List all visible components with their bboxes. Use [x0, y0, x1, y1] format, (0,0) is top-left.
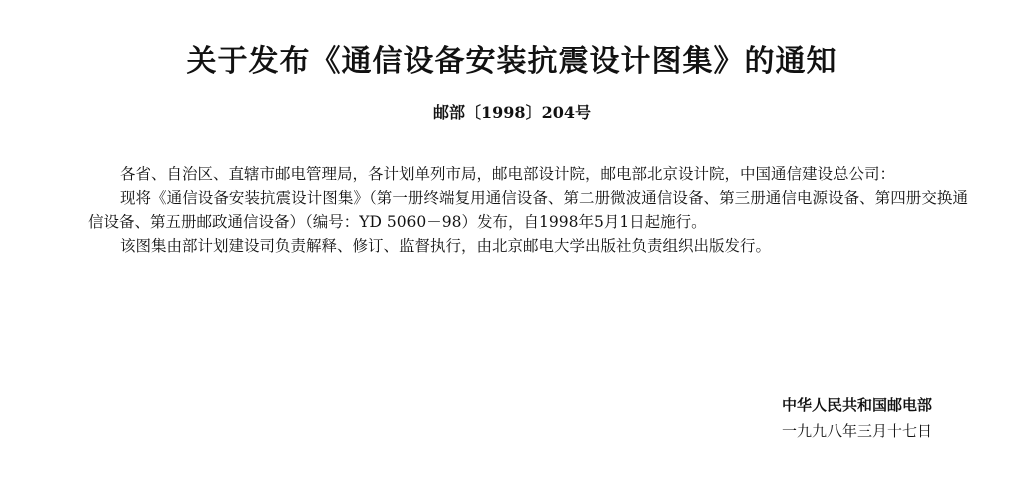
responsibility-paragraph: 该图集由部计划建设司负责解释、修订、监督执行，由北京邮电大学出版社负责组织出版发行。: [120, 237, 772, 255]
signature-block: [782, 392, 932, 444]
document-number: 邮部〔1998〕204号: [433, 103, 591, 122]
document-body: [88, 162, 968, 258]
salutation-paragraph: 各省、自治区、直辖市邮电管理局，各计划单列市局，邮电部设计院，邮电部北京设计院，中国通信建设总公司：: [120, 165, 896, 183]
issuing-organization: 中华人民共和国邮电部: [782, 396, 933, 414]
document-title: 关于发布《通信设备安装抗震设计图集》的通知: [186, 44, 838, 79]
issue-date: 一九九八年三月十七日: [782, 422, 933, 440]
release-paragraph: 现将《通信设备安装抗震设计图集》（第一册终端复用通信设备、第二册微波通信设备、第三册通信电源设备、第四册交换通信设备、第五册邮政通信设备）（编号：YD 5060－98）发布，自1998年5月1日起施行。: [88, 189, 968, 231]
